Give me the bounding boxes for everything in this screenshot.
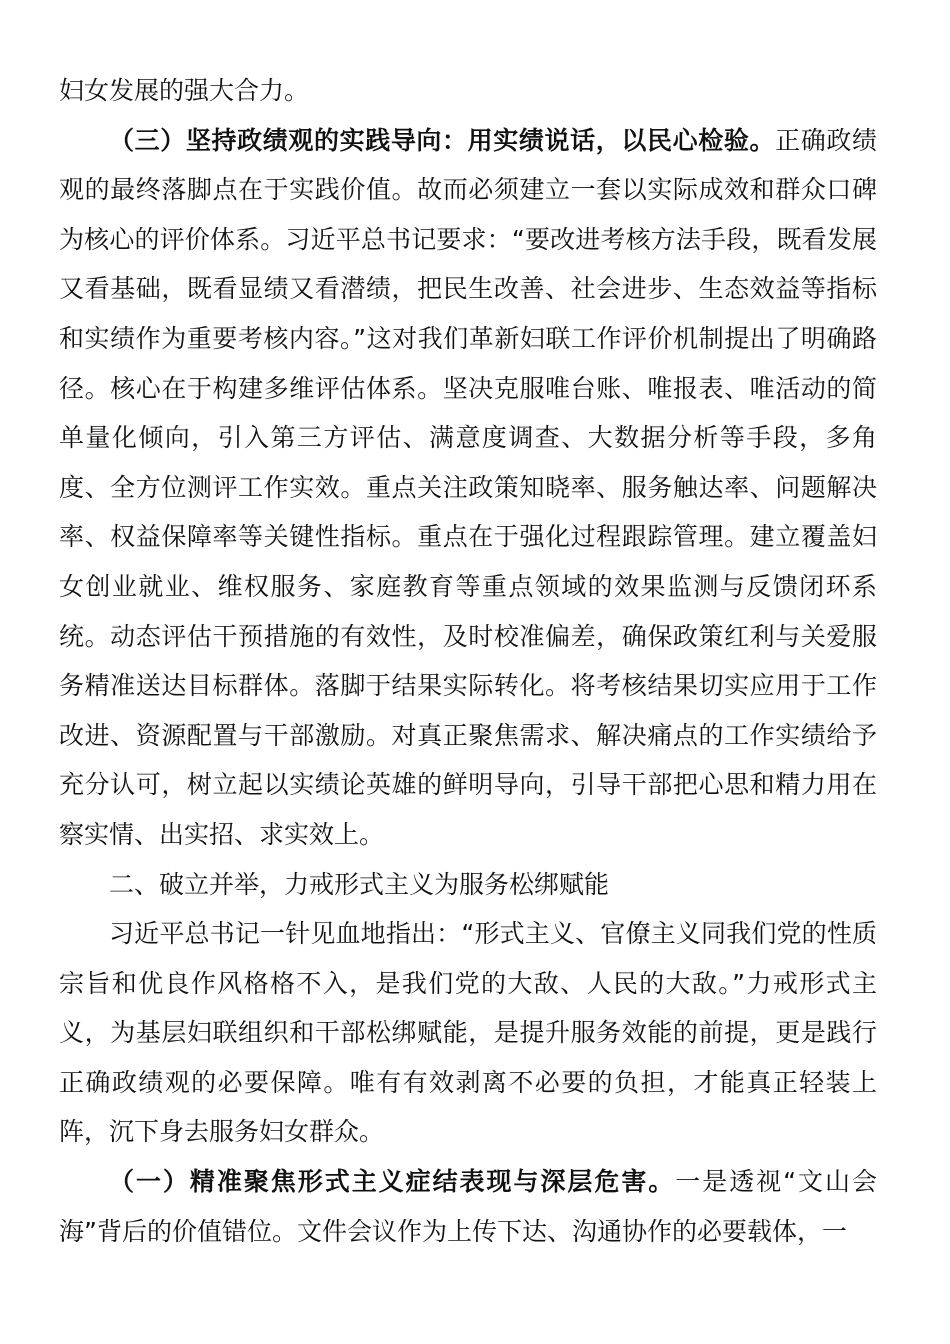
paragraph-chapter-2-intro: 习近平总书记一针见血地指出：“形式主义、官僚主义同我们党的性质宗旨和优良作风格格不入，是我们党的大敌、人民的大敌。”力戒形式主义，为基层妇联组织和干部松绑赋能，是提升服务效能的前提，更是践行正确政绩观的必要保障。唯有有效剥离不必要的负担，才能真正轻装上阵，沉下身去服务妇女群众。: [59, 919, 877, 1147]
subsection-body-1: 一是透视“文山会海”背后的价值错位。文件会议作为上传下达、沟通协作的必要载体，一: [59, 1167, 877, 1246]
paragraph-subsection-1: [59, 1157, 877, 1256]
subsection-heading-1: （一）精准聚焦形式主义症结表现与深层危害。: [109, 1167, 676, 1197]
paragraph-section-3: [59, 116, 877, 860]
chapter-heading-2: 二、破立并举，力戒形式主义为服务松绑赋能: [109, 869, 610, 899]
section-heading-3: （三）坚持政绩观的实践导向：用实绩说话，以民心检验。: [109, 125, 776, 155]
paragraph-continuation: 妇女发展的强大合力。: [59, 76, 310, 105]
section-body-3: 正确政绩观的最终落脚点在于实践价值。故而必须建立一套以实际成效和群众口碑为核心的评价体系。习近平总书记要求：“要改进考核方法手段，既看发展又看基础，既看显绩又看潜绩，把民生改善、社会进步、生态效益等指标和实绩作为重要考核内容。”这对我们革新妇联工作评价机制提出了明确路径。核心在于构建多维评估体系。坚决克服唯台账、唯报表、唯活动的简单量化倾向，引入第三方评估、满意度调查、大数据分析等手段，多角度、全方位测评工作实效。重点关注政策知晓率、服务触达率、问题解决率、权益保障率等关键性指标。重点在于强化过程跟踪管理。建立覆盖妇女创业就业、维权服务、家庭教育等重点领域的效果监测与反馈闭环系统。动态评估干预措施的有效性，及时校准偏差，确保政策红利与关爱服务精准送达目标群体。落脚于结果实际转化。将考核结果切实应用于工作改进、资源配置与干部激励。对真正聚焦需求、解决痛点的工作实绩给予充分认可，树立起以实绩论英雄的鲜明导向，引导干部把心思和精力用在察实情、出实招、求实效上。: [59, 125, 877, 849]
document-body: [59, 66, 877, 1256]
